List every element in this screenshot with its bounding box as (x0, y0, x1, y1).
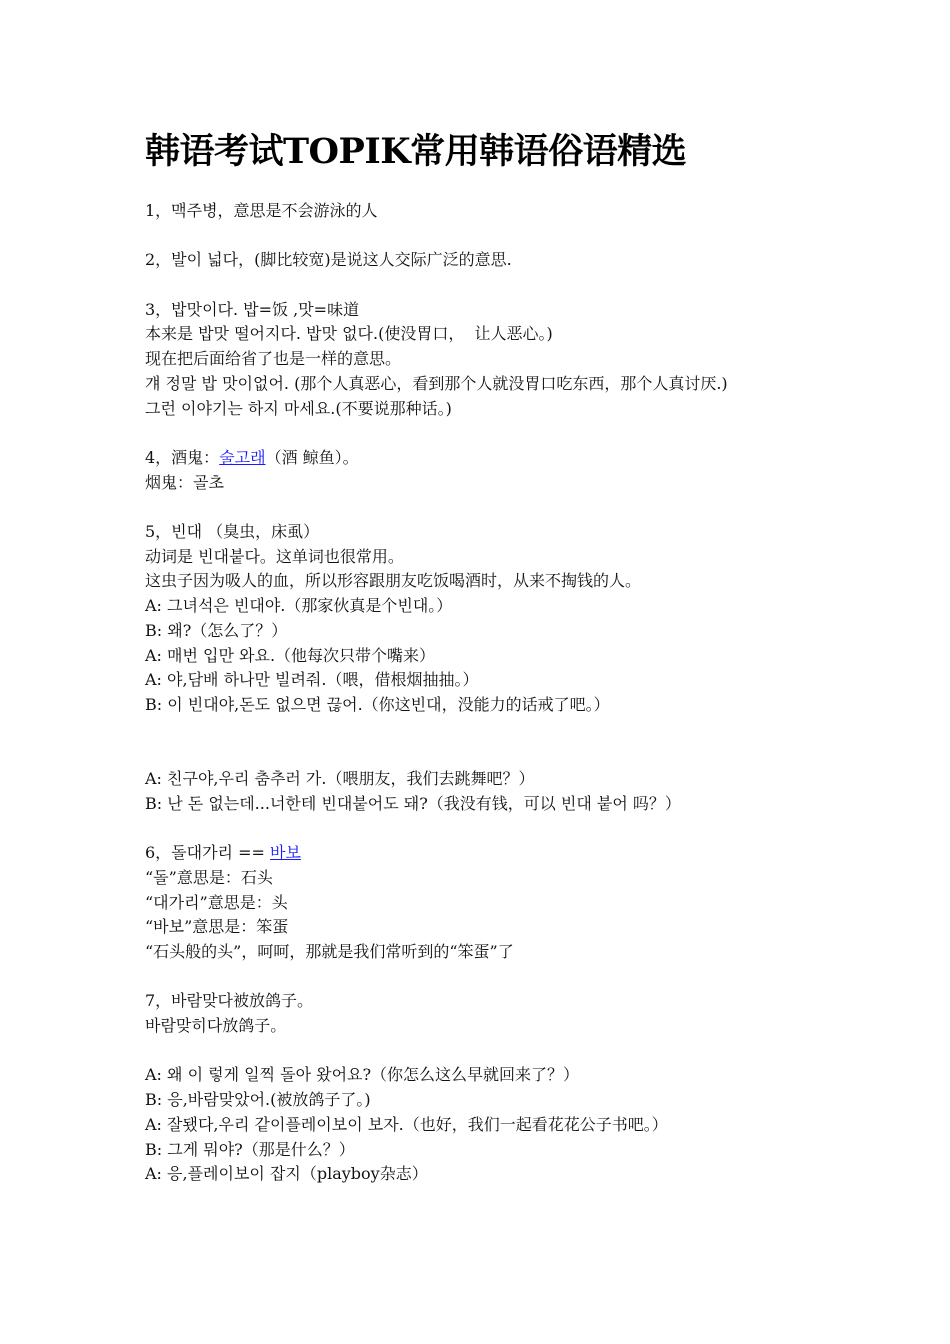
item-6-line: “대가리”意思是：头 (145, 892, 288, 912)
item-5-dialog-line: B: 왜?（怎么了？） (145, 620, 288, 640)
item-7-dialog-line: A: 왜 이 렇게 일찍 돌아 왔어요?（你怎么这么早就回来了？） (145, 1065, 580, 1085)
item-3-heading: 3，밥맛이다. 밥=饭 ,맛=味道 (145, 299, 360, 319)
spacer (145, 718, 795, 743)
item-4-prefix: 4，酒鬼： (145, 447, 220, 467)
item-3-line: 걔 정말 밥 맛이없어. (那个人真恶心，看到那个人就没胃口吃东西，那个人真讨厌.) (145, 373, 728, 393)
item-3-line: 本来是 밥맛 떨어지다. 밥맛 없다.(使没胃口， 让人恶心。) (145, 324, 553, 344)
item-5-dialog-line: A: 야,담배 하나만 빌려줘.（喂，借根烟抽抽。） (145, 670, 479, 690)
item-7-dialog-line: B: 그게 뭐야?（那是什么？） (145, 1139, 355, 1159)
item-6-link[interactable]: 바보 (270, 843, 301, 863)
spacer (145, 816, 795, 841)
document-body (145, 199, 795, 1187)
item-4-line: 烟鬼：골초 (145, 472, 224, 492)
item-7-dialog-line: A: 응,플레이보이 잡지（playboy杂志） (145, 1164, 428, 1184)
spacer (145, 742, 795, 767)
spacer (145, 965, 795, 990)
item-5-dialog-line: A: 매번 입만 와요.（他每次只带个嘴来） (145, 645, 436, 665)
item-7-line: 바람맞히다放鸽子。 (145, 1016, 287, 1036)
item-5-heading: 5，빈대 （臭虫，床虱） (145, 522, 320, 542)
item-6-line: “石头般的头”，呵呵，那就是我们常听到的“笨蛋”了 (145, 941, 514, 961)
item-4-heading (145, 446, 795, 471)
item-3-line: 现在把后面给省了也是一样的意思。 (145, 349, 402, 369)
item-7-heading: 7，바람맞다被放鸽子。 (145, 991, 314, 1011)
item-6-prefix: 6，돌대가리 == (145, 843, 270, 863)
item-7-dialog-line: A: 잘됐다,우리 같이플레이보이 보자.（也好，我们一起看花花公子书吧。） (145, 1114, 668, 1134)
item-2: 2，발이 넓다，(脚比较宽)是说这人交际广泛的意思. (145, 250, 512, 270)
item-6-line: “바보”意思是：笨蛋 (145, 917, 289, 937)
item-5-dialog-line: B: 이 빈대야,돈도 없으면 끊어.（你这빈대，没能力的话戒了吧。） (145, 695, 610, 714)
item-5-line: 动词是 빈대붙다。这单词也很常用。 (145, 546, 404, 566)
spacer (145, 495, 795, 520)
item-5-line: 这虫子因为吸人的血，所以形容跟朋友吃饭喝酒时，从来不掏钱的人。 (145, 571, 642, 591)
document-title: 韩语考试TOPIK常用韩语俗语精选 (145, 131, 687, 172)
item-6-line: “돌”意思是：石头 (145, 867, 273, 887)
spacer (145, 1039, 795, 1064)
item-5b-dialog-line: B: 난 돈 없는데...너한테 빈대붙어도 돼?（我没有钱，可以 빈대 붙어 吗？） (145, 793, 681, 813)
item-1: 1，맥주병，意思是不会游泳的人 (145, 201, 378, 220)
spacer (145, 273, 795, 298)
item-5b-dialog-line: A: 친구야,우리 춤추러 가.（喂朋友，我们去跳舞吧？） (145, 769, 535, 789)
spacer (145, 421, 795, 446)
item-4-suffix: （酒 鲸鱼）。 (265, 447, 359, 467)
item-6-heading (145, 841, 795, 866)
item-7-dialog-line: B: 응,바람맞았어.(被放鸽子了。) (145, 1090, 371, 1110)
item-3-line: 그런 이야기는 하지 마세요.(不要说那种话。) (145, 398, 452, 418)
item-4-link[interactable]: 술고래 (219, 447, 266, 467)
item-5-dialog-line: A: 그녀석은 빈대야.（那家伙真是个빈대。） (145, 596, 453, 616)
spacer (145, 224, 795, 249)
